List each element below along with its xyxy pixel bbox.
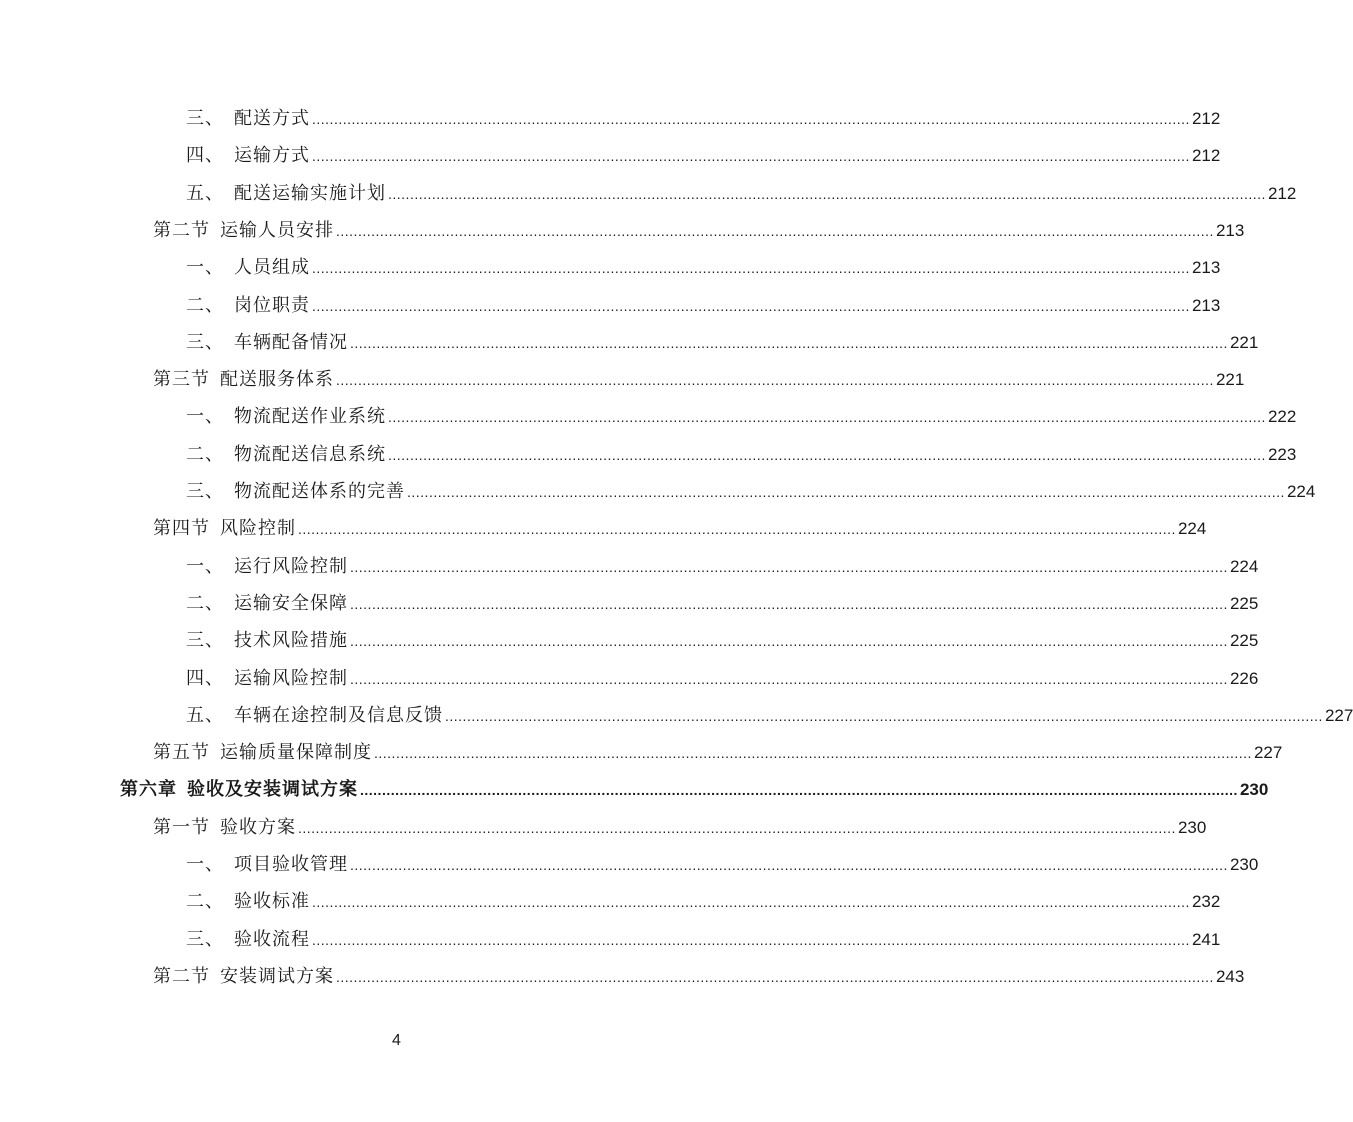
- toc-entry-number: 二、: [186, 294, 224, 316]
- toc-entry-title: 运输人员安排: [220, 219, 334, 241]
- toc-entry-title: 配送服务体系: [220, 369, 334, 391]
- toc-entry-title: 验收方案: [220, 816, 296, 838]
- toc-entry[interactable]: [186, 660, 1259, 697]
- toc-entry[interactable]: [186, 622, 1259, 659]
- toc-leader-dots: ........................................................................................................................................................................................................: [312, 148, 1190, 165]
- toc-leader-dots: ........................................................................................................................................................................................................: [350, 633, 1228, 650]
- toc-entry-number: 第一节: [153, 816, 210, 838]
- toc-entry-label: [186, 622, 348, 659]
- toc-entry-title: 物流配送作业系统: [234, 406, 386, 428]
- toc-entry-title: 物流配送信息系统: [234, 443, 386, 465]
- toc-entry[interactable]: [186, 175, 1297, 212]
- toc-entry-title: 配送方式: [234, 108, 310, 129]
- toc-entry-label: [186, 697, 443, 734]
- toc-entry[interactable]: [186, 249, 1221, 286]
- toc-entry-page: 224: [1286, 482, 1316, 501]
- toc-leader-dots: ........................................................................................................................................................................................................: [336, 968, 1214, 985]
- toc-entry-label: [186, 921, 310, 958]
- toc-entry-title: 车辆在途控制及信息反馈: [234, 704, 443, 726]
- toc-entry-number: 五、: [186, 704, 224, 726]
- toc-entry-label: [186, 660, 348, 697]
- toc-entry[interactable]: [186, 137, 1221, 174]
- toc-entry-page: 241: [1191, 929, 1221, 949]
- toc-entry-title: 风险控制: [220, 518, 296, 540]
- toc-entry-title: 验收标准: [234, 891, 310, 913]
- toc-entry-title: 安装调试方案: [220, 965, 334, 987]
- toc-entry[interactable]: [186, 585, 1259, 622]
- toc-entry-page: 212: [1191, 146, 1221, 166]
- toc-leader-dots: ........................................................................................................................................................................................................: [312, 931, 1190, 948]
- toc-leader-dots: ........................................................................................................................................................................................................: [336, 222, 1214, 239]
- toc-entry-number: 五、: [186, 182, 224, 204]
- toc-entry-title: 运输安全保障: [234, 592, 348, 614]
- toc-entry[interactable]: [186, 846, 1259, 883]
- toc-leader-dots: ........................................................................................................................................................................................................: [350, 670, 1228, 687]
- toc-entry[interactable]: [186, 398, 1297, 435]
- toc-entry[interactable]: [153, 361, 1245, 398]
- toc-entry-number: 一、: [186, 406, 224, 428]
- toc-entry-page: 226: [1229, 668, 1259, 688]
- toc-leader-dots: ........................................................................................................................................................................................................: [312, 111, 1190, 127]
- toc-entry[interactable]: [153, 958, 1245, 995]
- toc-entry[interactable]: [153, 809, 1207, 846]
- toc-entry-title: 配送运输实施计划: [234, 182, 386, 204]
- toc-entry-number: 第二节: [153, 219, 210, 241]
- toc-entry[interactable]: [186, 287, 1221, 324]
- toc-entry[interactable]: [120, 771, 1269, 808]
- toc-leader-dots: ........................................................................................................................................................................................................: [312, 260, 1190, 277]
- toc-entry-number: 第四节: [153, 518, 210, 540]
- toc-entry[interactable]: [186, 436, 1297, 473]
- toc-entry[interactable]: [186, 473, 1316, 510]
- toc-entry[interactable]: [153, 212, 1245, 249]
- toc-entry[interactable]: [186, 883, 1221, 920]
- toc-entry-number: 第六章: [120, 779, 177, 801]
- toc-entry-page: 230: [1177, 817, 1207, 837]
- toc-entry-page: 224: [1229, 556, 1259, 576]
- toc-entry-label: [186, 175, 386, 212]
- toc-entry-number: 三、: [186, 928, 224, 950]
- toc-entry-number: 二、: [186, 891, 224, 913]
- toc-leader-dots: ........................................................................................................................................................................................................: [374, 745, 1252, 762]
- toc-entry-page: 222: [1267, 407, 1297, 427]
- toc-entry-title: 运行风险控制: [234, 555, 348, 577]
- toc-entry-number: 三、: [186, 630, 224, 652]
- toc-entry-page: 213: [1191, 295, 1221, 315]
- toc-entry-title: 物流配送体系的完善: [234, 481, 405, 502]
- toc-entry-label: [153, 212, 334, 249]
- toc-entry-label: [186, 137, 310, 174]
- toc-entry-page: 227: [1253, 743, 1283, 763]
- toc-entry[interactable]: [153, 510, 1207, 547]
- toc-entry-page: 232: [1191, 892, 1221, 912]
- toc-entry-label: [153, 361, 334, 398]
- toc-leader-dots: ........................................................................................................................................................................................................: [350, 857, 1228, 873]
- toc-entry-number: 第二节: [153, 965, 210, 987]
- toc-entry-label: [186, 883, 310, 920]
- toc-entry-label: [186, 287, 310, 324]
- toc-entry[interactable]: [186, 324, 1259, 361]
- toc-entry-label: [153, 510, 296, 547]
- toc-leader-dots: ........................................................................................................................................................................................................: [445, 707, 1323, 724]
- toc-entry-label: [153, 734, 372, 771]
- toc-entry-title: 验收流程: [234, 928, 310, 950]
- toc-entry-number: 第三节: [153, 369, 210, 391]
- toc-leader-dots: ........................................................................................................................................................................................................: [360, 782, 1238, 799]
- toc-entry-number: 四、: [186, 667, 224, 689]
- toc-entry-number: 一、: [186, 257, 224, 279]
- toc-leader-dots: ........................................................................................................................................................................................................: [298, 521, 1176, 538]
- toc-entry-number: 二、: [186, 592, 224, 614]
- toc-entry-number: 三、: [186, 481, 224, 502]
- toc-leader-dots: ........................................................................................................................................................................................................: [388, 446, 1266, 463]
- toc-entry-label: [186, 846, 348, 883]
- toc-entry-page: 223: [1267, 444, 1297, 464]
- toc-entry-page: 243: [1215, 966, 1245, 986]
- toc-entry-page: 212: [1191, 109, 1221, 128]
- toc-entry-page: 213: [1191, 258, 1221, 278]
- toc-entry-title: 运输方式: [234, 145, 310, 167]
- toc-leader-dots: ........................................................................................................................................................................................................: [312, 894, 1190, 911]
- toc-entry-page: 225: [1229, 631, 1259, 651]
- toc-leader-dots: ........................................................................................................................................................................................................: [350, 595, 1228, 612]
- toc-entry-title: 运输质量保障制度: [220, 742, 372, 764]
- toc-entry[interactable]: [186, 548, 1259, 585]
- toc-entry-label: [153, 809, 296, 846]
- toc-entry-label: [186, 249, 310, 286]
- toc-leader-dots: ........................................................................................................................................................................................................: [312, 297, 1190, 314]
- toc-entry-number: 一、: [186, 854, 224, 875]
- toc-entry-title: 技术风险措施: [234, 630, 348, 652]
- toc-leader-dots: ........................................................................................................................................................................................................: [407, 484, 1285, 500]
- toc-leader-dots: ........................................................................................................................................................................................................: [350, 558, 1228, 575]
- toc-entry-label: [120, 771, 358, 808]
- toc-entry-title: 验收及安装调试方案: [187, 779, 358, 801]
- toc-entry-label: [186, 324, 348, 361]
- toc-entry-label: [186, 100, 310, 137]
- toc-entry-page: 212: [1267, 183, 1297, 203]
- toc-entry-page: 230: [1229, 855, 1259, 874]
- toc-entry[interactable]: [153, 734, 1283, 771]
- toc-entry-label: [186, 398, 386, 435]
- toc-entry-label: [186, 548, 348, 585]
- toc-entry-page: 221: [1215, 370, 1245, 390]
- toc-entry-number: 二、: [186, 443, 224, 465]
- toc-entry-label: [186, 585, 348, 622]
- toc-entry-title: 车辆配备情况: [234, 331, 348, 353]
- page-number: 4: [392, 1032, 401, 1049]
- toc-entry-number: 三、: [186, 108, 224, 129]
- toc-entry[interactable]: [186, 100, 1221, 137]
- toc-entry-page: 227: [1324, 705, 1353, 725]
- toc-entry-number: 第五节: [153, 742, 210, 764]
- toc-entry-page: 224: [1177, 519, 1207, 539]
- toc-leader-dots: ........................................................................................................................................................................................................: [388, 409, 1266, 426]
- toc-entry-label: [153, 958, 334, 995]
- toc-entry-page: 213: [1215, 220, 1245, 240]
- toc-entry-title: 岗位职责: [234, 294, 310, 316]
- toc-entry[interactable]: [186, 921, 1221, 958]
- toc-entry-label: [186, 473, 405, 510]
- toc-entry-page: 221: [1229, 332, 1259, 352]
- toc-entry-number: 四、: [186, 145, 224, 167]
- toc-entry-title: 人员组成: [234, 257, 310, 279]
- toc-entry-number: 一、: [186, 555, 224, 577]
- toc-entry-title: 运输风险控制: [234, 667, 348, 689]
- toc-entry-number: 三、: [186, 331, 224, 353]
- toc-leader-dots: ........................................................................................................................................................................................................: [350, 334, 1228, 351]
- toc-entry-title: 项目验收管理: [234, 854, 348, 875]
- toc-leader-dots: ........................................................................................................................................................................................................: [388, 185, 1266, 202]
- toc-entry-label: [186, 436, 386, 473]
- toc-leader-dots: ........................................................................................................................................................................................................: [336, 372, 1214, 389]
- toc-entry-page: 225: [1229, 593, 1259, 613]
- toc-entry[interactable]: [186, 697, 1353, 734]
- toc-entry-page: 230: [1239, 780, 1269, 800]
- toc-leader-dots: ........................................................................................................................................................................................................: [298, 819, 1176, 836]
